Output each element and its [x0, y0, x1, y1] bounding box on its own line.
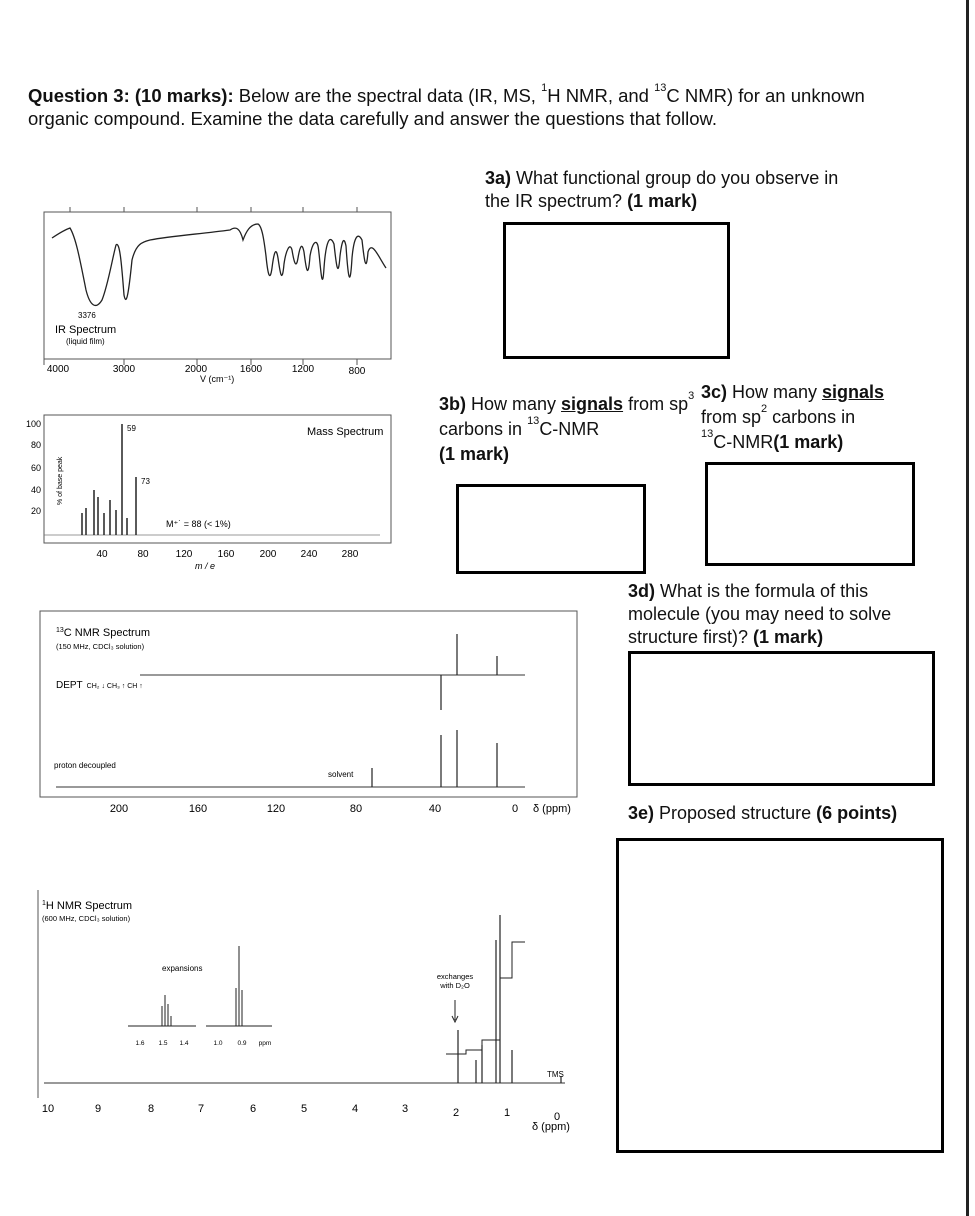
ir-tick-800: 800 [348, 366, 366, 377]
ir-title: IR Spectrum [55, 324, 117, 336]
ms-title: Mass Spectrum [307, 426, 384, 438]
h1-tick-0: 0 [553, 1111, 561, 1123]
ir-subtitle: (liquid film) [66, 337, 105, 346]
h1-tick-3: 3 [401, 1103, 409, 1115]
h1-tick-8: 8 [147, 1103, 155, 1115]
h1-exp-tick-1.5: 1.5 [158, 1040, 168, 1047]
c13-solvent-label: solvent [328, 770, 354, 779]
h1-tick-2: 2 [452, 1107, 460, 1119]
question-title: Question 3: (10 marks): [28, 85, 234, 106]
c13-dept-peaks [441, 634, 497, 710]
h1-exchanges-label: exchanges [436, 972, 474, 981]
h1-exp-tick-ppm: ppm [258, 1040, 272, 1047]
h1-tick-10: 10 [41, 1103, 55, 1115]
c13-tick-160: 160 [188, 803, 208, 815]
ir-tick-3000: 3000 [112, 364, 136, 375]
c13-tick-40: 40 [428, 803, 442, 815]
ms-xtick-160: 160 [217, 549, 235, 560]
ms-peak-59-label: 59 [127, 424, 136, 433]
h1-exp-tick-0.9: 0.9 [237, 1040, 247, 1047]
ir-tick-4000: 4000 [46, 364, 70, 375]
ms-peak-73-label: 73 [141, 477, 150, 486]
ms-ytick-20: 20 [30, 506, 41, 516]
question-3a: 3a) What functional group do you observe in the IR spectrum? (1 mark) [485, 168, 839, 211]
question-3e: 3e) Proposed structure (6 points) [628, 803, 898, 823]
h1-expansions-label: expansions [162, 964, 203, 973]
question-3b: 3b) How many signals from $sp^3$ carbons in $^{13}$C-NMR (1 mark) [439, 390, 695, 464]
ms-x-axis-label: m / e [195, 561, 216, 571]
c13-title: $^{13}$C NMR Spectrum [56, 627, 150, 639]
h1-tick-9: 9 [94, 1103, 102, 1115]
h1-d2o-label: with D₂O [440, 981, 470, 990]
question-3c: 3c) How many signals from $sp^2$ carbons in $^{13}$C-NMR(1 mark) [701, 382, 885, 452]
h1-peaks [458, 915, 561, 1083]
c13-decoupled-peaks [372, 730, 497, 787]
c13-proton-decoupled-label: proton decoupled [54, 761, 116, 770]
h1-tms-label: TMS [547, 1070, 564, 1079]
ms-xtick-120: 120 [175, 549, 193, 560]
ms-ytick-60: 60 [30, 463, 41, 473]
ms-xtick-280: 280 [341, 549, 359, 560]
h1-tick-5: 5 [300, 1103, 308, 1115]
ms-ytick-80: 80 [30, 440, 41, 450]
c13-dept-label: DEPT CH₂ ↓ CH₃ ↑ CH ↑ [56, 680, 143, 691]
ms-xtick-240: 240 [300, 549, 318, 560]
ir-peak-label: 3376 [78, 311, 96, 320]
h1-tick-1: 1 [503, 1107, 511, 1119]
h1-exp-tick-1.4: 1.4 [179, 1040, 189, 1047]
ir-tick-2000: 2000 [184, 364, 208, 375]
ms-xtick-40: 40 [96, 549, 108, 560]
h1-title: $^1$H NMR Spectrum [42, 900, 133, 912]
ir-x-axis-label: V (cm⁻¹) [200, 374, 235, 384]
ms-bars [82, 424, 136, 535]
question-3d: 3d) What is the formula of this molecule (you may need to solve structure first)? (1 mark) [628, 581, 892, 647]
ir-tick-1200: 1200 [291, 364, 315, 375]
c13-tick-0: 0 [511, 803, 519, 815]
h1-unit-label: δ (ppm) [532, 1121, 570, 1133]
h1-exp-tick-1.0: 1.0 [213, 1040, 223, 1047]
h1-tick-6: 6 [249, 1103, 257, 1115]
h1-exp-tick-1.6: 1.6 [135, 1040, 145, 1047]
ms-ytick-40: 40 [30, 485, 41, 495]
ms-molecular-ion: M⁺˙ = 88 (< 1%) [166, 519, 231, 529]
c13-subtitle: (150 MHz, CDCl₃ solution) [56, 642, 145, 651]
ms-xtick-200: 200 [259, 549, 277, 560]
h1-tick-7: 7 [197, 1103, 205, 1115]
c13-tick-200: 200 [109, 803, 129, 815]
ir-trace [52, 224, 386, 305]
c13-tick-80: 80 [349, 803, 363, 815]
h1-tick-4: 4 [351, 1103, 359, 1115]
c13-tick-120: 120 [266, 803, 286, 815]
h1-subtitle: (600 MHz, CDCl₃ solution) [42, 914, 131, 923]
c13-unit-label: δ (ppm) [533, 803, 571, 815]
ms-xtick-80: 80 [137, 549, 149, 560]
question-header: Question 3: (10 marks): Below are the spectral data (IR, MS, $^1$H NMR, and $^{13}$C NMR) for an unknown organic compound. Examine the data carefully and answer the questions that follow. [28, 82, 865, 129]
ms-y-axis-label: % of base peak [57, 456, 64, 505]
ms-ytick-100: 100 [25, 419, 41, 429]
ir-tick-1600: 1600 [239, 364, 263, 375]
